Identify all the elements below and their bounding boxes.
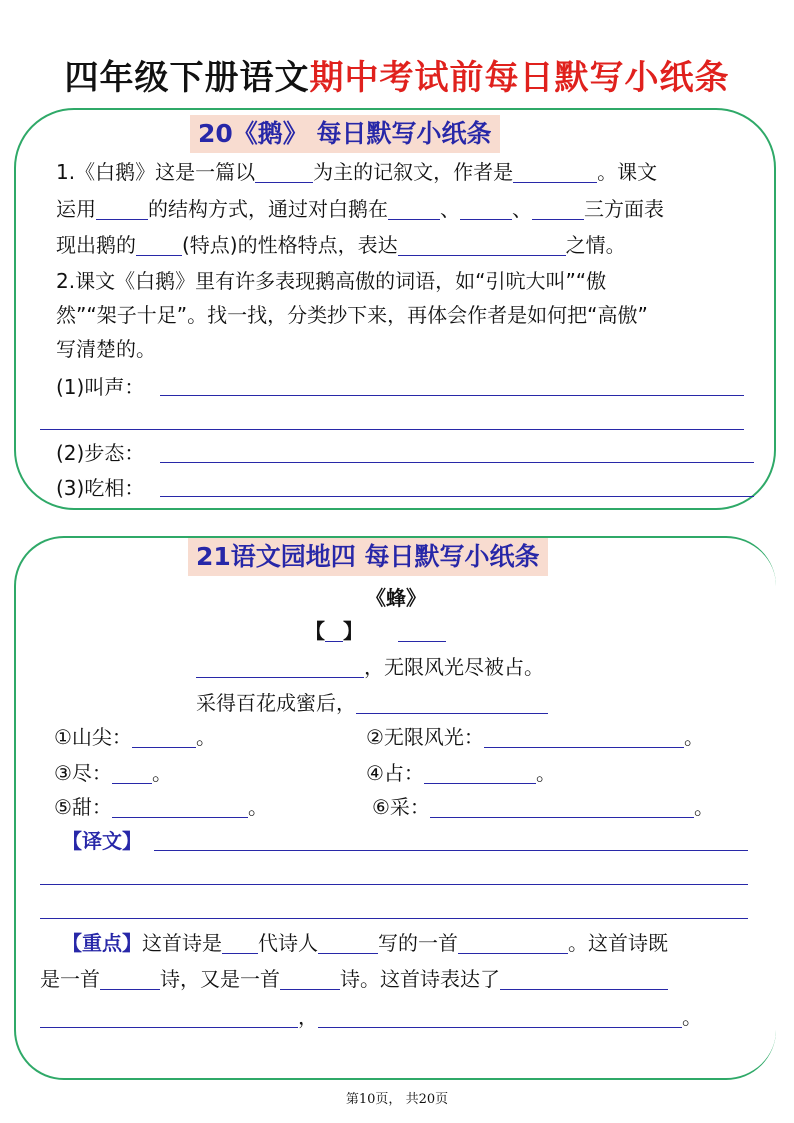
answer-blank[interactable] bbox=[255, 158, 313, 183]
question-2-line-3: 写清楚的。 bbox=[56, 337, 156, 361]
answer-line[interactable] bbox=[160, 462, 754, 463]
answer-blank[interactable] bbox=[424, 759, 536, 784]
answer-line[interactable] bbox=[160, 395, 744, 396]
section-2-heading: 21语文园地四 每日默写小纸条 bbox=[188, 538, 548, 576]
answer-line[interactable] bbox=[154, 850, 748, 851]
item-eating-label: (3)吃相： bbox=[56, 476, 145, 500]
answer-blank[interactable] bbox=[222, 929, 258, 954]
answer-blank[interactable] bbox=[532, 195, 584, 220]
author-blank[interactable] bbox=[398, 641, 446, 642]
answer-blank[interactable] bbox=[40, 1003, 298, 1028]
answer-blank[interactable] bbox=[388, 195, 440, 220]
item-gait-label: (2)步态： bbox=[56, 441, 145, 465]
answer-line[interactable] bbox=[40, 918, 748, 919]
question-2-line-1: 2.课文《白鹅》里有许多表现鹅高傲的词语，如“引吭大叫”“傲 bbox=[56, 269, 607, 293]
answer-blank[interactable] bbox=[460, 195, 512, 220]
dynasty-bracket: 【 】 bbox=[305, 619, 363, 643]
poem-blank[interactable] bbox=[356, 689, 548, 714]
page-footer: 第10页， 共20页 bbox=[345, 1092, 449, 1107]
word-2: ②无限风光： 。 bbox=[366, 725, 704, 749]
translation-label: 【译文】 bbox=[62, 829, 142, 853]
page-title: 四年级下册语文期中考试前每日默写小纸条 bbox=[64, 58, 730, 98]
answer-blank[interactable] bbox=[430, 793, 694, 818]
answer-blank[interactable] bbox=[112, 793, 248, 818]
section-1-heading: 20《鹅》 每日默写小纸条 bbox=[190, 115, 500, 153]
poem-title: 《蜂》 bbox=[366, 586, 426, 610]
answer-blank[interactable] bbox=[484, 723, 684, 748]
key-line-1: 【重点】这首诗是 代诗人 写的一首 。这首诗既 bbox=[62, 931, 668, 955]
answer-blank[interactable] bbox=[112, 759, 152, 784]
answer-blank[interactable] bbox=[500, 965, 668, 990]
key-label: 【重点】 bbox=[62, 931, 142, 955]
answer-blank[interactable] bbox=[100, 965, 160, 990]
key-line-2: 是一首 诗，又是一首 诗。这首诗表达了 bbox=[40, 962, 668, 997]
question-1-line-3: 现出鹅的 (特点)的性格特点，表达 之情。 bbox=[56, 233, 626, 257]
answer-blank[interactable] bbox=[96, 195, 148, 220]
answer-line[interactable] bbox=[40, 429, 744, 430]
answer-blank[interactable] bbox=[398, 231, 566, 256]
word-3: ③尽： 。 bbox=[54, 761, 172, 785]
answer-blank[interactable] bbox=[318, 1003, 682, 1028]
word-4: ④占： 。 bbox=[366, 761, 556, 785]
answer-line[interactable] bbox=[160, 496, 754, 497]
question-2-line-2: 然”“架子十足”。找一找，分类抄下来，再体会作者是如何把“高傲” bbox=[56, 303, 648, 327]
poem-blank[interactable] bbox=[196, 653, 364, 678]
word-6: ⑥采： 。 bbox=[372, 795, 714, 819]
poem-line-2: 采得百花成蜜后， bbox=[196, 686, 548, 721]
answer-blank[interactable] bbox=[280, 965, 340, 990]
answer-blank[interactable] bbox=[513, 158, 597, 183]
key-line-3: ， 。 bbox=[40, 1000, 702, 1035]
answer-blank[interactable] bbox=[458, 929, 568, 954]
answer-blank[interactable] bbox=[318, 929, 378, 954]
dynasty-blank[interactable] bbox=[325, 617, 343, 642]
question-1-line-2: 运用 的结构方式，通过对白鹅在 、 、 三方面表 bbox=[56, 197, 664, 221]
item-call-label: (1)叫声： bbox=[56, 375, 145, 399]
answer-line[interactable] bbox=[40, 884, 748, 885]
answer-blank[interactable] bbox=[132, 723, 196, 748]
word-1: ①山尖： 。 bbox=[54, 725, 216, 749]
poem-line-1: ，无限风光尽被占。 bbox=[196, 650, 544, 685]
question-1-line-1: 1.《白鹅》这是一篇以 为主的记叙文，作者是 。课文 bbox=[56, 160, 658, 184]
word-5: ⑤甜： 。 bbox=[54, 795, 268, 819]
answer-blank[interactable] bbox=[136, 231, 182, 256]
